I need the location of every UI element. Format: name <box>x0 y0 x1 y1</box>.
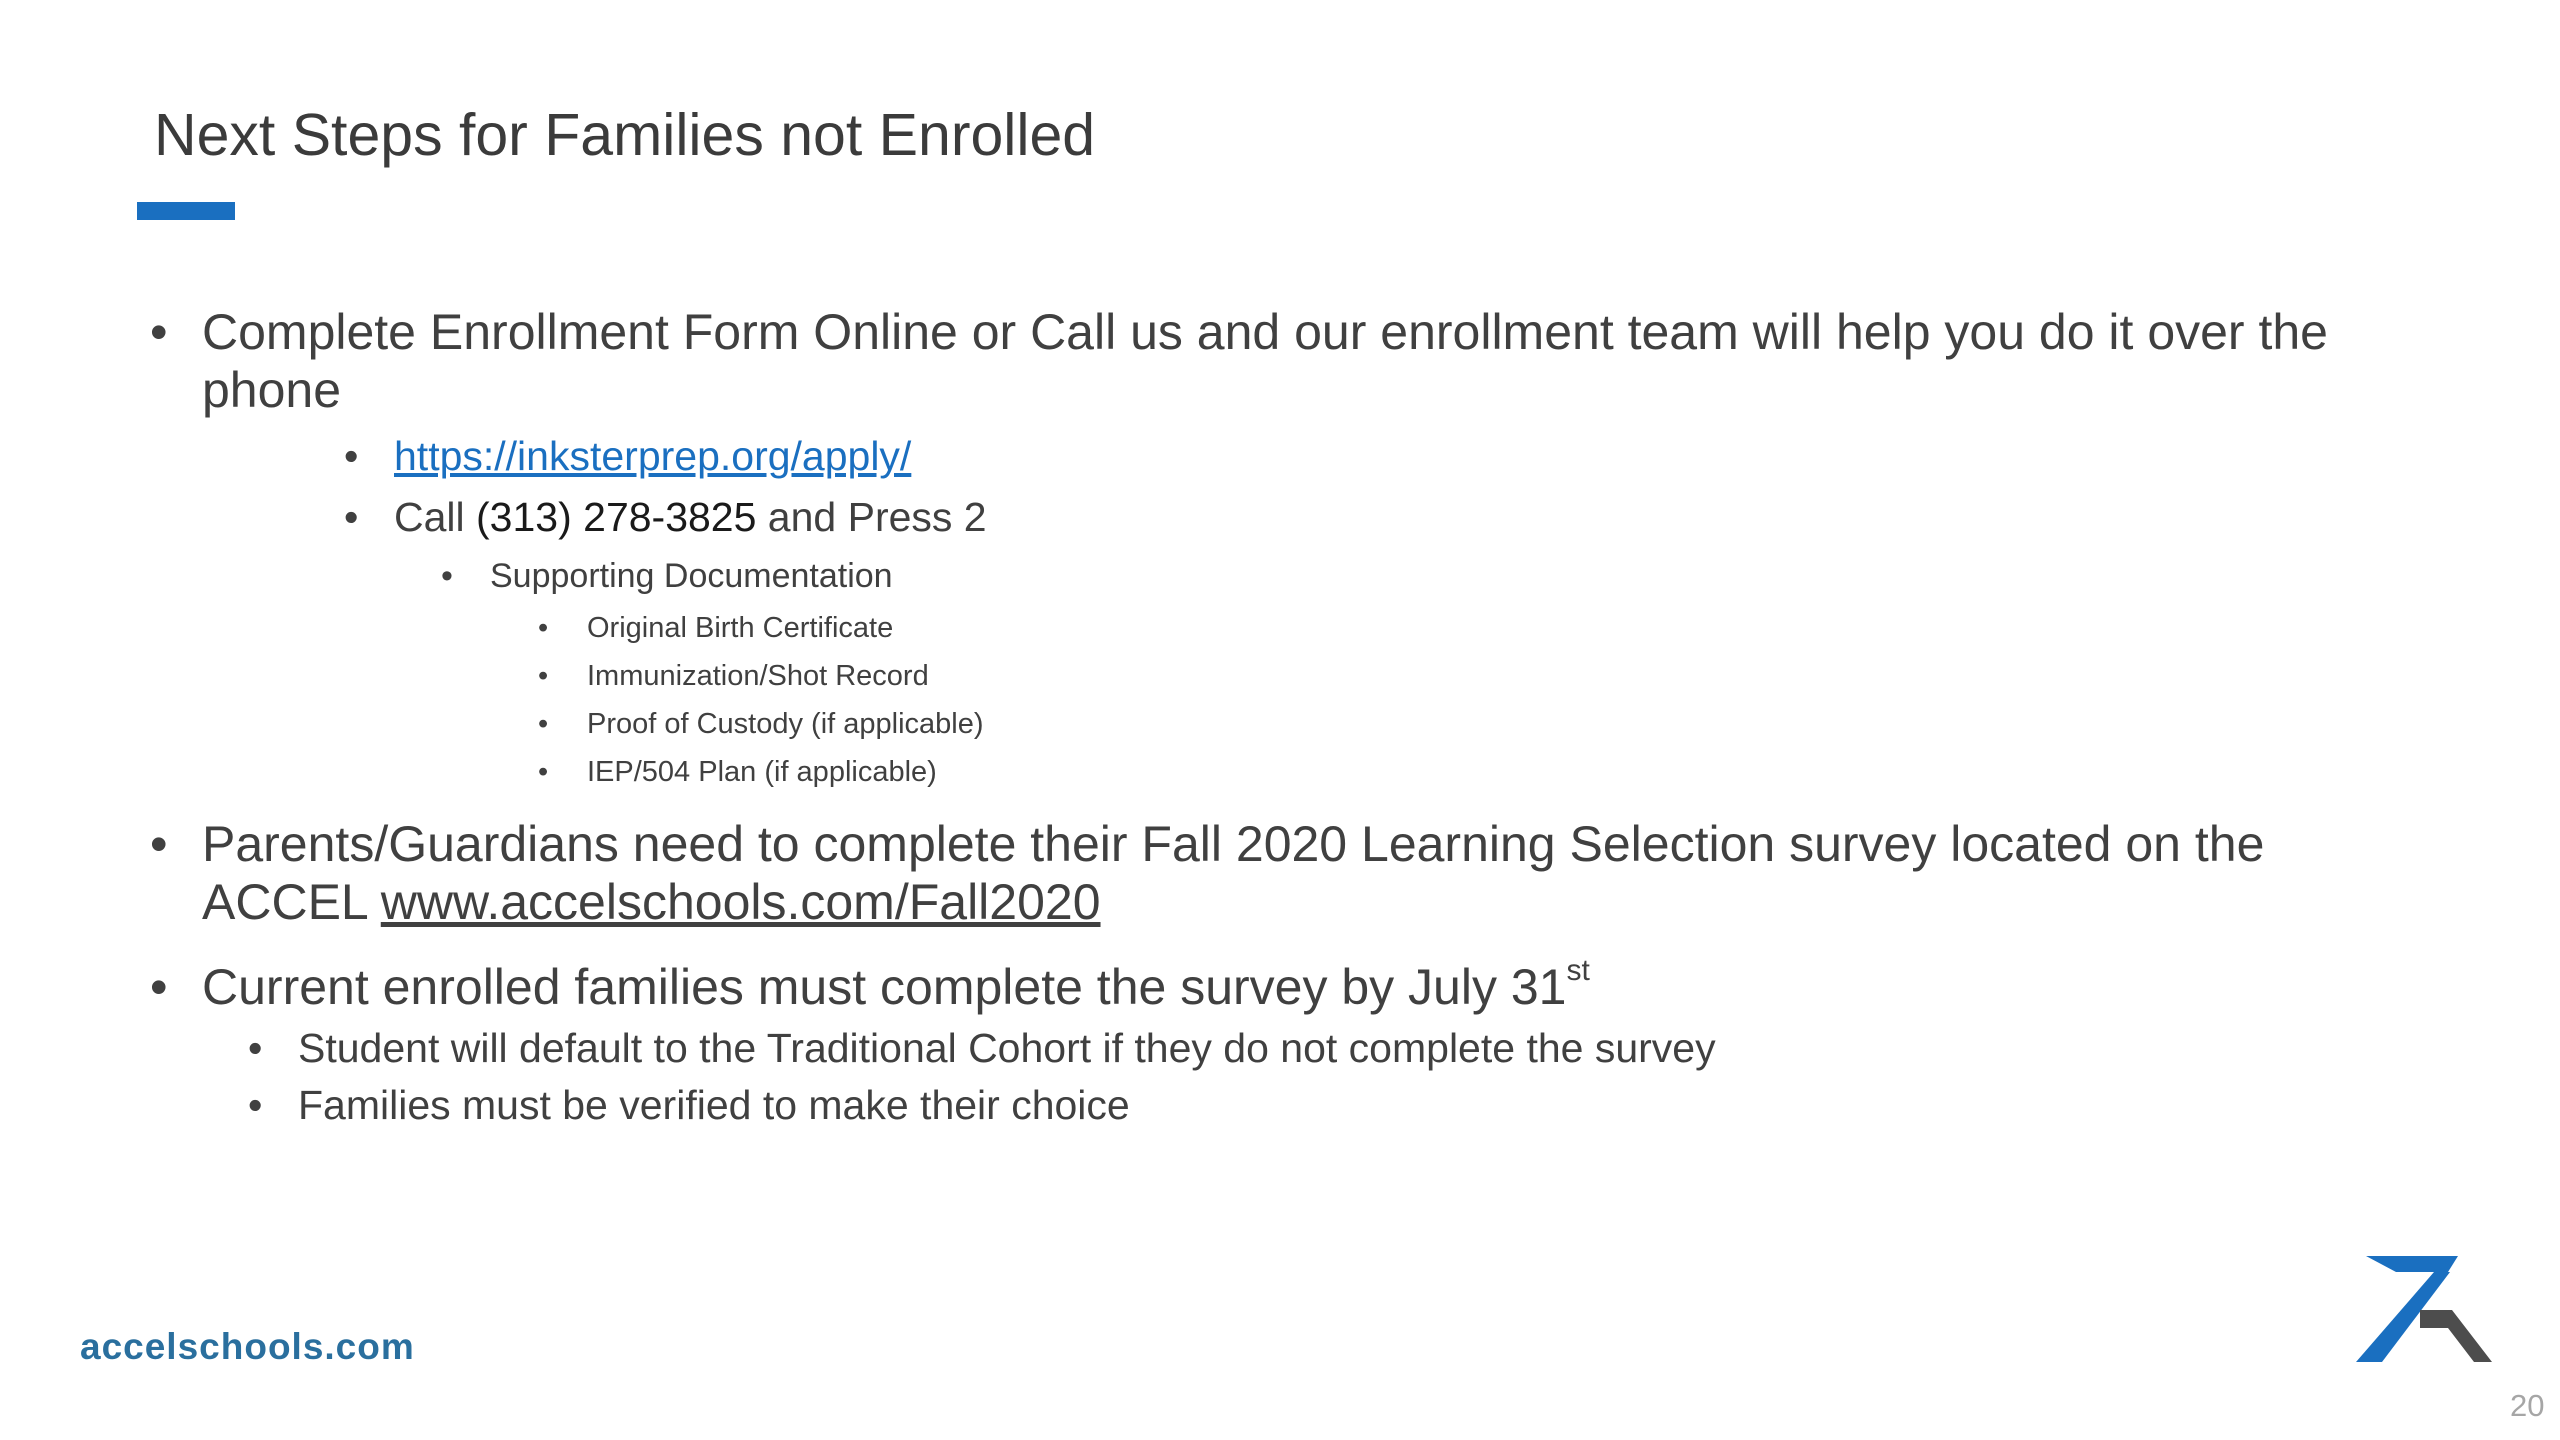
supporting-documentation-label: Supporting Documentation <box>490 557 893 595</box>
bullet-3-sub-1: Student will default to the Traditional Cohort if they do not complete the survey <box>298 1025 1716 1071</box>
page-number: 20 <box>2510 1388 2545 1423</box>
doc-item: Proof of Custody (if applicable) <box>587 708 984 740</box>
ordinal-suffix: st <box>1566 954 1590 988</box>
doc-marker: • <box>538 756 549 788</box>
doc-item: Immunization/Shot Record <box>587 660 929 692</box>
bullet-2-line1: Parents/Guardians need to complete their Fall 2020 Learning Selection survey located on the <box>202 816 2265 872</box>
bullet-3-text <box>202 954 1590 1016</box>
page-title: Next Steps for Families not Enrolled <box>154 102 1096 168</box>
accel-prefix: ACCEL <box>202 874 381 930</box>
doc-item: Original Birth Certificate <box>587 612 894 644</box>
doc-item: IEP/504 Plan (if applicable) <box>587 756 937 788</box>
title-accent-bar <box>137 202 235 220</box>
bullet-3-sub-2: Families must be verified to make their choice <box>298 1082 1130 1128</box>
bullet-3-sub-1-marker: • <box>248 1025 263 1071</box>
bullet-1-sub-2-marker: • <box>344 494 359 540</box>
bullet-1-sub-3-marker: • <box>441 557 453 595</box>
call-prefix: Call <box>394 494 477 540</box>
doc-marker: • <box>538 708 549 740</box>
footer-site: accelschools.com <box>80 1326 415 1367</box>
survey-deadline-text: Current enrolled families must complete the survey by July 31 <box>202 959 1567 1015</box>
bullet-2-marker: • <box>150 816 168 872</box>
bullet-1-marker: • <box>150 304 168 360</box>
doc-marker: • <box>538 612 549 644</box>
accel-logo-icon <box>2352 1252 2492 1364</box>
phone-number: (313) 278-3825 <box>476 494 757 540</box>
bullet-1-line1: Complete Enrollment Form Online or Call us and our enrollment team will help you do it over the <box>202 304 2328 360</box>
fall2020-link[interactable]: www.accelschools.com/Fall2020 <box>380 874 1101 930</box>
doc-marker: • <box>538 660 549 692</box>
bullet-1-sub-1-marker: • <box>344 433 359 479</box>
apply-link[interactable]: https://inksterprep.org/apply/ <box>394 433 912 479</box>
bullet-3-marker: • <box>150 959 168 1015</box>
bullet-3-sub-2-marker: • <box>248 1082 263 1128</box>
call-suffix: and Press 2 <box>756 494 987 540</box>
call-line <box>394 492 987 542</box>
bullet-2-line2 <box>202 873 1101 931</box>
bullet-1-line2: phone <box>202 362 342 418</box>
